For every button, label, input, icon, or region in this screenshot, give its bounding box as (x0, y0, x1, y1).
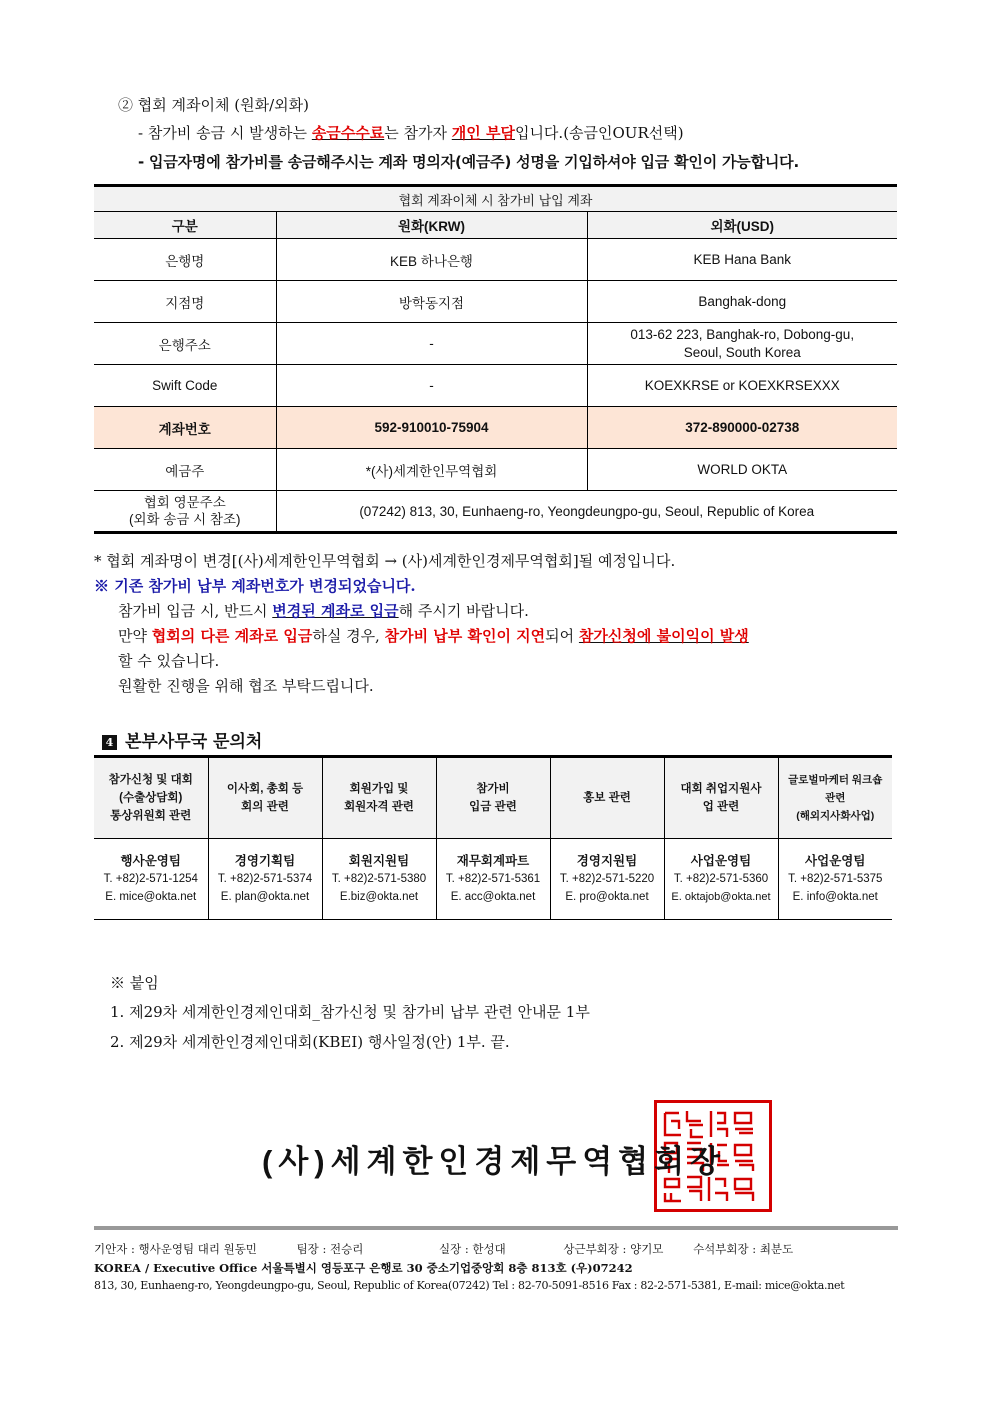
team-name: 사업운영팀 (690, 854, 752, 868)
topic-cell (778, 757, 892, 839)
topic-line: (해외지사화사업) (796, 810, 875, 822)
team-name: 사업운영팀 (805, 854, 866, 868)
krw-value: 방학동지점 (276, 281, 587, 323)
team-name: 회원지원팀 (348, 854, 410, 868)
text: 참가비 입금 시, 반드시 (118, 602, 273, 620)
team-email[interactable]: E. oktajob@okta.net (671, 891, 771, 903)
warning-line (118, 625, 749, 646)
name: 한성대 (472, 1242, 506, 1256)
section-title: 본부사무국 문의처 (125, 732, 263, 752)
krw-account-number: 592-910010-75904 (276, 407, 587, 449)
approval-senior-vice-president: 수석부회장 : 최분도 (693, 1242, 794, 1256)
role: 팀장 (296, 1242, 319, 1256)
team-phone[interactable]: T. +82)2-571-5361 (445, 873, 541, 885)
topic-line: 회의 관련 (241, 801, 289, 813)
approval-line (94, 1241, 793, 1257)
text: 하실 경우, (312, 627, 385, 645)
label-line2: (외화 송금 시 참조) (128, 512, 241, 527)
usd-address-line1: 013-62 223, Banghak-ro, Dobong-gu, (630, 326, 855, 342)
topic-line: 회원자격 관련 (344, 801, 414, 813)
header-category: 구분 (94, 212, 276, 239)
contact-cell (436, 839, 550, 920)
krw-value: *(사)세계한인무역협회 (276, 449, 587, 491)
section-number-badge: 4 (102, 735, 117, 750)
other-account-emphasis: 협회의 다른 계좌로 입금 (151, 627, 313, 645)
row-label: Swift Code (94, 365, 276, 407)
fee-notice-prefix: - 참가비 송금 시 발생하는 (138, 124, 312, 142)
topic-cell (94, 757, 208, 839)
disadvantage-emphasis: 참가신청에 불이익이 발생 (578, 627, 749, 645)
topic-cell (322, 757, 436, 839)
krw-value: KEB 하나은행 (276, 239, 587, 281)
table-row-account-holder (94, 449, 897, 491)
usd-value: WORLD OKTA (587, 449, 897, 491)
approval-director: 실장 : 한성대 (438, 1242, 506, 1256)
contact-cell (664, 839, 778, 920)
english-address-value: (07242) 813, 30, Eunhaeng-ro, Yeongdeungpo-gu, Seoul, Republic of Korea (276, 491, 897, 533)
usd-value: KOEXKRSE or KOEXKRSEXXX (587, 365, 897, 407)
usd-value: KEB Hana Bank (587, 239, 897, 281)
topic-cell (664, 757, 778, 839)
office-address-english: 813, 30, Eunhaeng-ro, Yeongdeungpo-gu, Seoul, Republic of Korea(07242) Tel : 82-70-5091-8516 Fax : 82-2-571-5381, E-mail: mice@okta.net (94, 1279, 845, 1292)
topic-cell (436, 757, 550, 839)
row-label (94, 491, 276, 533)
deposit-instruction (118, 600, 529, 621)
contact-table (94, 755, 892, 920)
usd-address-line2: Seoul, South Korea (683, 344, 801, 360)
account-name-change-note: * 협회 계좌명이 변경[(사)세계한인무역협회 → (사)세계한인경제무역협회]될 예정입니다. (94, 552, 676, 570)
team-name: 경영기획팀 (234, 854, 296, 868)
usd-value (587, 323, 897, 365)
team-name: 행사운영팀 (120, 854, 181, 868)
depositor-name-notice: - 입금자명에 참가비를 송금해주시는 계좌 명의자(예금주) 성명을 기입하셔야 입금 확인이 가능합니다. (138, 153, 799, 171)
topic-line: 업 관련 (702, 801, 740, 813)
row-label: 예금주 (94, 449, 276, 491)
table-row-swift (94, 365, 897, 407)
name: 양기모 (630, 1242, 664, 1256)
krw-value: - (276, 365, 587, 407)
usd-value: Banghak-dong (587, 281, 897, 323)
label-line1: 협회 영문주소 (143, 495, 226, 510)
topic-line: (수출상담회) (119, 792, 183, 804)
team-email[interactable]: E.biz@okta.net (339, 891, 419, 903)
team-email[interactable]: E. acc@okta.net (450, 891, 536, 903)
team-email[interactable]: E. plan@okta.net (220, 891, 310, 903)
row-label: 은행주소 (94, 323, 276, 365)
name: 행사운영팀 대리 원동민 (138, 1242, 257, 1256)
text: 해 주시기 바랍니다. (398, 602, 529, 620)
contact-cell (550, 839, 664, 920)
account-changed-notice: ※ 기존 참가비 납부 계좌번호가 변경되었습니다. (94, 577, 416, 595)
team-email[interactable]: E. pro@okta.net (565, 891, 649, 903)
team-phone[interactable]: T. +82)2-571-5375 (788, 873, 883, 885)
table-row-english-address (94, 491, 897, 533)
table-row-bank-address (94, 323, 897, 365)
team-name: 경영지원팀 (576, 854, 638, 868)
role: 수석부회장 (693, 1242, 749, 1256)
topic-cell (208, 757, 322, 839)
topic-line: 입금 관련 (469, 801, 517, 813)
account-table-title: 협회 계좌이체 시 참가비 납입 계좌 (94, 186, 897, 212)
team-phone[interactable]: T. +82)2-571-1254 (103, 873, 198, 885)
fee-notice-suffix: 입니다.(송금인OUR선택) (514, 124, 684, 142)
topic-line: 대회 취업지원사 (680, 783, 762, 795)
office-address-korean: KOREA / Executive Office 서울특별시 영등포구 은행로 30 중소기업중앙회 8층 813호 (우)07242 (94, 1261, 633, 1275)
table-row-branch (94, 281, 897, 323)
topic-line: 홍보 관련 (583, 792, 631, 804)
contact-topics-row (94, 757, 892, 839)
team-name: 재무회계파트 (456, 854, 530, 868)
topic-line: 참가비 (476, 783, 510, 795)
header-usd: 외화(USD) (587, 212, 897, 239)
section-heading-bank-transfer: ② 협회 계좌이체 (원화/외화) (118, 96, 309, 114)
topic-line: 글로벌마케터 워크숍 (788, 774, 883, 786)
organization-president-signature: (사)세계한인경제무역협회장 (262, 1144, 726, 1179)
delay-emphasis: 참가비 납부 확인이 지연 (384, 627, 546, 645)
fee-emphasis: 송금수수료 (311, 124, 385, 142)
text: 만약 (118, 627, 152, 645)
contact-cell (778, 839, 892, 920)
team-email[interactable]: E. info@okta.net (792, 891, 878, 903)
name: 최분도 (759, 1242, 794, 1256)
role: 상근부회장 (563, 1242, 619, 1256)
topic-line: 회원가입 및 (349, 783, 409, 795)
team-phone[interactable]: T. +82)2-571-5374 (217, 873, 313, 885)
attachment-item: 1. 제29차 세계한인경제인대회_참가신청 및 참가비 납부 관련 안내문 1부 (110, 1003, 590, 1021)
krw-value: - (276, 323, 587, 365)
row-label: 계좌번호 (94, 407, 276, 449)
team-phone[interactable]: T. +82)2-571-5360 (673, 873, 769, 885)
approval-team-lead: 팀장 : 전승리 (296, 1242, 364, 1256)
name: 전승리 (329, 1242, 364, 1256)
table-row-bank-name (94, 239, 897, 281)
approval-drafter: 기안자 : 행사운영팀 대리 원동민 (94, 1242, 257, 1256)
topic-line: 이사회, 총회 등 (226, 783, 304, 795)
row-label: 은행명 (94, 239, 276, 281)
topic-line: 관련 (825, 792, 846, 804)
personal-burden-emphasis: 개인 부담 (451, 124, 515, 142)
table-row-account-number (94, 407, 897, 449)
topic-cell (550, 757, 664, 839)
team-phone[interactable]: T. +82)2-571-5220 (559, 873, 655, 885)
contact-cell (322, 839, 436, 920)
attachment-item: 2. 제29차 세계한인경제인대회(KBEI) 행사일정(안) 1부. 끝. (110, 1033, 510, 1051)
footer-divider (94, 1226, 898, 1230)
section-heading-contacts (102, 727, 262, 752)
row-label: 지점명 (94, 281, 276, 323)
topic-line: 참가신청 및 대회 (108, 774, 193, 786)
team-phone[interactable]: T. +82)2-571-5380 (331, 873, 427, 885)
fee-notice-mid: 는 참가자 (384, 124, 452, 142)
warning-line-continued: 할 수 있습니다. (118, 652, 220, 670)
contact-details-row (94, 839, 892, 920)
contact-cell (94, 839, 208, 920)
team-email[interactable]: E. mice@okta.net (105, 891, 197, 903)
role: 실장 (438, 1242, 462, 1256)
usd-account-number: 372-890000-02738 (587, 407, 897, 449)
topic-line: 통상위원회 관련 (110, 810, 192, 822)
cooperation-request: 원활한 진행을 위해 협조 부탁드립니다. (118, 677, 374, 695)
account-table (94, 184, 897, 534)
role: 기안자 (94, 1242, 128, 1256)
text: 되어 (545, 627, 579, 645)
changed-account-emphasis: 변경된 계좌로 입금 (272, 602, 399, 620)
contact-cell (208, 839, 322, 920)
fee-notice (138, 122, 684, 143)
header-krw: 원화(KRW) (276, 212, 587, 239)
approval-vice-president: 상근부회장 : 양기모 (563, 1242, 664, 1256)
attachments-heading: ※ 붙임 (110, 974, 159, 992)
